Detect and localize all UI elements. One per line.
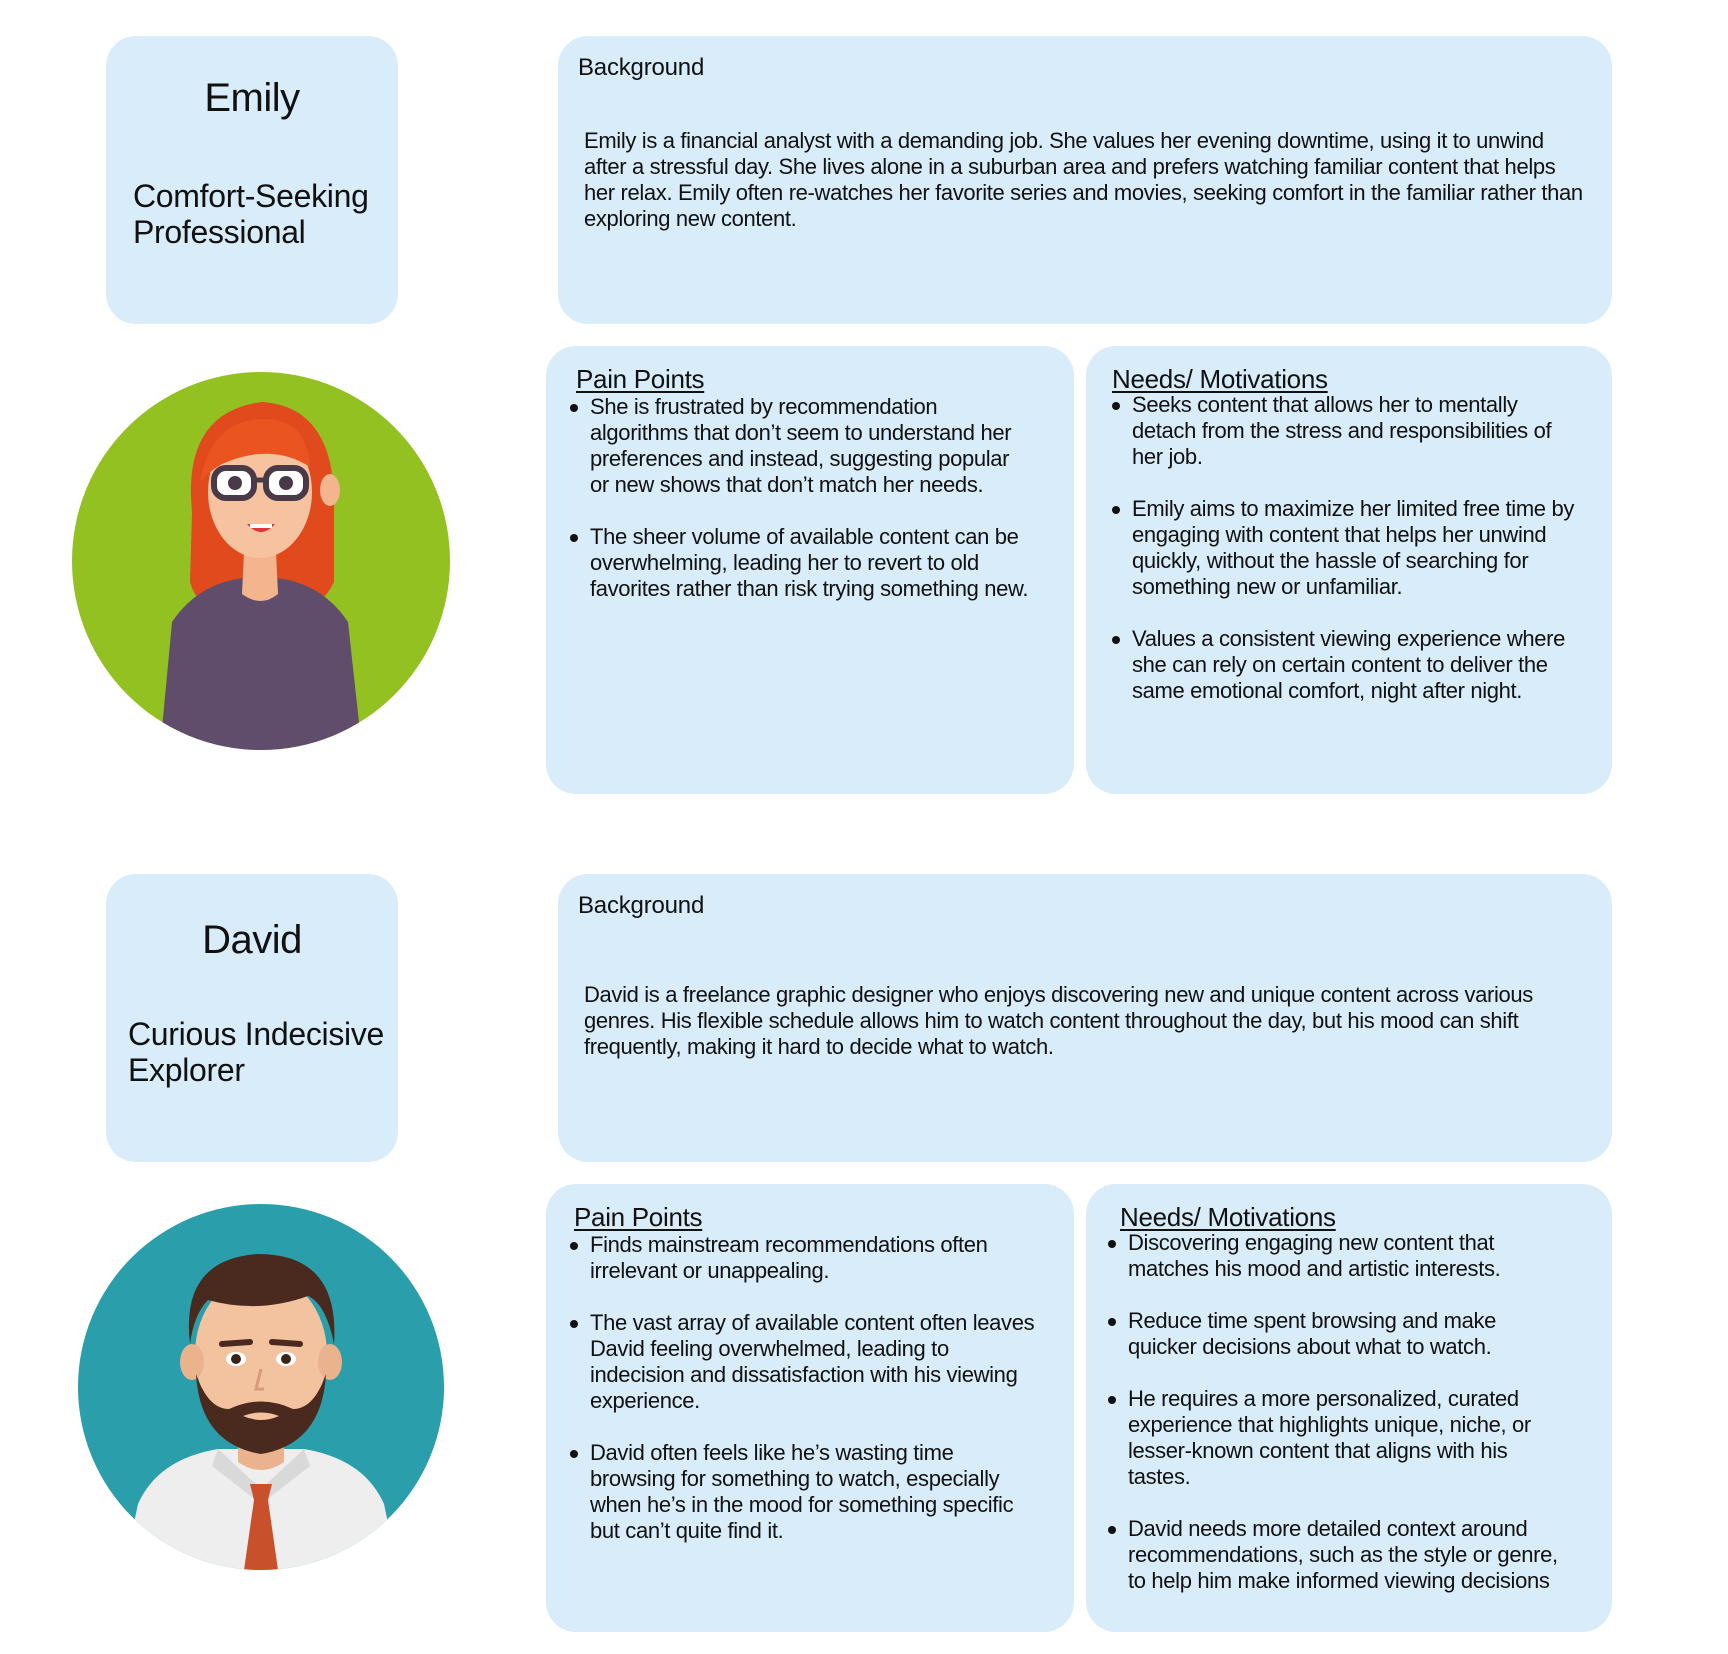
needs-list bbox=[1112, 392, 1582, 730]
pain-points-card bbox=[546, 1184, 1074, 1632]
background-text: Emily is a financial analyst with a demanding job. She values her evening downtime, using it to unwind after a stressful day. She lives alone in a suburban area and prefers watching familiar content that helps her relax. Emily often re-watches her favorite series and movies, seeking comfort in the familiar rather than exploring new content. bbox=[584, 128, 1583, 231]
background-card bbox=[558, 874, 1612, 1162]
list-item: David often feels like he’s wasting time browsing for something to watch, especially when he’s in the mood for something specific but can’t quite find it. bbox=[570, 1440, 1040, 1544]
persona-title: Comfort-Seeking Professional bbox=[133, 178, 369, 250]
pain-points-list bbox=[570, 1232, 1040, 1570]
needs-heading: Needs/ Motivations bbox=[1112, 364, 1328, 394]
list-item: Reduce time spent browsing and make quicker decisions about what to watch. bbox=[1108, 1308, 1568, 1360]
list-item: Finds mainstream recommendations often irrelevant or unappealing. bbox=[570, 1232, 1040, 1284]
list-item: Values a consistent viewing experience where she can rely on certain content to deliver the same emotional comfort, night after night. bbox=[1112, 626, 1582, 704]
needs-list bbox=[1108, 1230, 1568, 1620]
background-card bbox=[558, 36, 1612, 324]
list-item: He requires a more personalized, curated experience that highlights unique, niche, or lesser-known content that aligns with his tastes. bbox=[1108, 1386, 1568, 1490]
needs-card bbox=[1086, 346, 1612, 794]
list-item: Seeks content that allows her to mentally detach from the stress and responsibilities of her job. bbox=[1112, 392, 1582, 470]
needs-card bbox=[1086, 1184, 1612, 1632]
persona-name: David bbox=[202, 918, 302, 962]
bearded-man-avatar-icon bbox=[78, 1204, 444, 1570]
persona-name-card bbox=[106, 874, 398, 1162]
pain-points-heading: Pain Points bbox=[574, 1202, 703, 1232]
pain-points-heading: Pain Points bbox=[576, 364, 705, 394]
persona-title: Curious Indecisive Explorer bbox=[128, 1016, 385, 1088]
list-item: The vast array of available content often leaves David feeling overwhelmed, leading to indecision and dissatisfaction with his viewing experience. bbox=[570, 1310, 1040, 1414]
list-item: David needs more detailed context around recommendations, such as the style or genre, to help him make informed viewing decisions bbox=[1108, 1516, 1568, 1594]
list-item: The sheer volume of available content can be overwhelming, leading her to revert to old favorites rather than risk trying something new. bbox=[570, 524, 1030, 602]
needs-heading: Needs/ Motivations bbox=[1120, 1202, 1336, 1232]
pain-points-list bbox=[570, 394, 1030, 628]
background-heading: Background bbox=[578, 54, 705, 81]
woman-with-glasses-avatar-icon bbox=[72, 372, 450, 750]
background-heading: Background bbox=[578, 892, 705, 919]
list-item: Discovering engaging new content that matches his mood and artistic interests. bbox=[1108, 1230, 1568, 1282]
pain-points-card bbox=[546, 346, 1074, 794]
list-item: She is frustrated by recommendation algorithms that don’t seem to understand her preferences and instead, suggesting popular or new shows that don’t match her needs. bbox=[570, 394, 1030, 498]
background-text: David is a freelance graphic designer who enjoys discovering new and unique content across various genres. His flexible schedule allows him to watch content throughout the day, but his mood can shift frequently, making it hard to decide what to watch. bbox=[584, 982, 1533, 1059]
persona-name: Emily bbox=[204, 76, 300, 120]
list-item: Emily aims to maximize her limited free time by engaging with content that helps her unwind quickly, without the hassle of searching for something new or unfamiliar. bbox=[1112, 496, 1582, 600]
persona-name-card bbox=[106, 36, 398, 324]
